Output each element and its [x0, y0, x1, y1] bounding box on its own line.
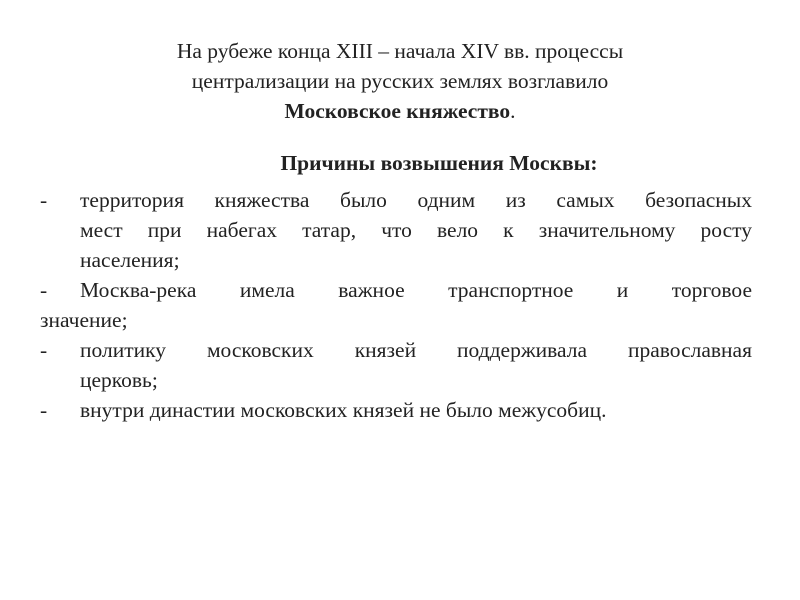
reason-1-line-2: мест при набегах татар, что вело к значительному росту	[80, 218, 752, 242]
intro-bold-term: Московское княжество	[284, 99, 511, 123]
reason-3-line-1: политику московских князей поддерживала православная	[80, 338, 752, 362]
bullet-dash: -	[40, 338, 48, 362]
reason-2-line-1: Москва-река имела важное транспортное и торговое	[80, 278, 752, 302]
reason-1-line-3: населения;	[80, 248, 180, 272]
intro-line-3	[100, 96, 700, 126]
reason-3-line-2: церковь;	[80, 368, 158, 392]
list-item	[40, 395, 752, 425]
intro-paragraph	[100, 36, 700, 126]
intro-line-2: централизации на русских землях возглавило	[191, 69, 609, 93]
bullet-dash: -	[40, 188, 48, 212]
bullet-dash: -	[40, 278, 48, 302]
reason-2-line-2: значение;	[40, 308, 128, 332]
intro-line-1: На рубеже конца XIII – начала XIV вв. процессы	[176, 39, 624, 63]
reason-4-line-1: внутри династии московских князей не было межусобиц.	[80, 398, 607, 422]
list-item	[40, 335, 752, 395]
reasons-heading: Причины возвышения Москвы:	[280, 151, 598, 175]
reason-1-line-1: территория княжества было одним из самых безопасных	[80, 188, 752, 212]
intro-period: .	[510, 99, 516, 123]
reasons-list	[40, 185, 752, 425]
bullet-dash: -	[40, 398, 48, 422]
list-item	[40, 185, 752, 275]
list-item	[40, 275, 752, 335]
